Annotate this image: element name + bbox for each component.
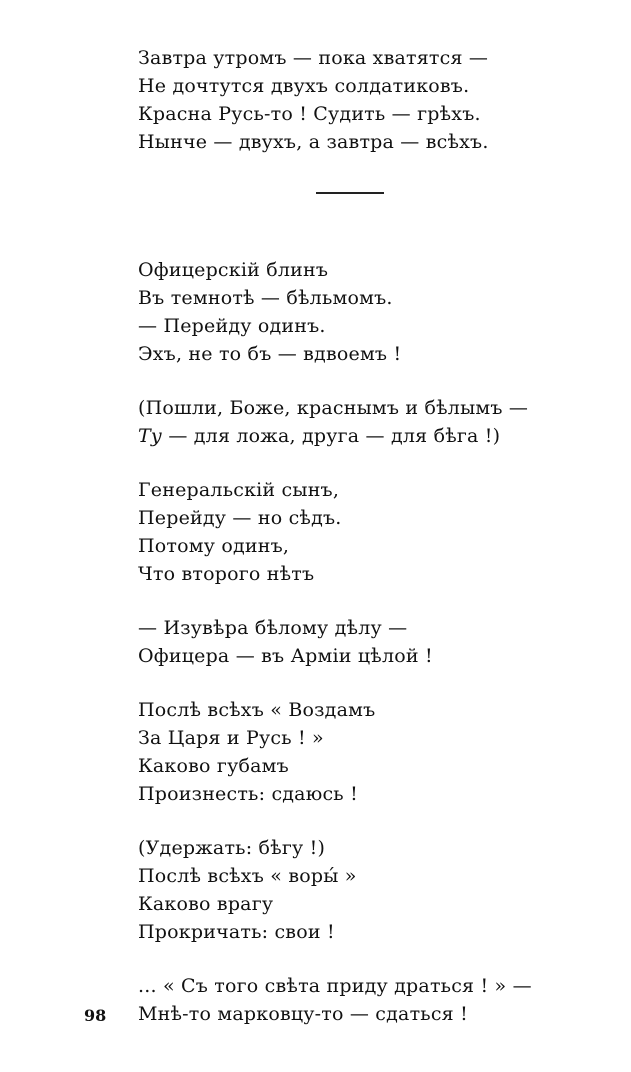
poem-line: Нынче — двухъ, а завтра — всѣхъ. [138,131,489,153]
italic-word: Ту [138,425,163,447]
stanza-7 [138,834,608,946]
poem-line [138,422,608,450]
stanza-6 [138,696,608,808]
poem-line: Завтра утромъ — пока хватятся — [138,47,489,69]
poem-line: Прокричать: свои ! [138,921,335,943]
poem-line: Перейду — но сѣдъ. [138,507,342,529]
page-number: 98 [84,1006,107,1025]
separator-rule [316,192,384,194]
poem-line-rest: — для ложа, друга — для бѣга !) [162,425,501,447]
poem-line: Послѣ всѣхъ « Воздамъ [138,699,376,721]
poem-line: — Изувѣра бѣлому дѣлу — [138,617,408,639]
poem-line: Эхъ, не то бъ — вдвоемъ ! [138,343,402,365]
stanza-1 [138,44,608,156]
poem-line: — Перейду одинъ. [138,315,326,337]
poem-line: Генеральскій сынъ, [138,479,340,501]
poem-line: Потому одинъ, [138,535,290,557]
poem-line: Каково врагу [138,893,274,915]
poem-line: Мнѣ-то марковцу-то — сдаться ! [138,1003,468,1025]
poem-line: Каково губамъ [138,755,289,777]
stanza-2 [138,256,608,368]
section-separator [138,184,608,204]
poem-line: Офицера — въ Арміи цѣлой ! [138,645,433,667]
poem-line: Послѣ всѣхъ « воры́ » [138,865,357,887]
poem-line: ... « Съ того свѣта приду драться ! » — [138,975,532,997]
stanza-8 [138,972,608,1028]
poem-line: (Удержать: бѣгу !) [138,837,326,859]
poem-line: Что второго нѣтъ [138,563,315,585]
poem-line: За Царя и Русь ! » [138,727,324,749]
stanza-5 [138,614,608,670]
poem-line: Красна Русь-то ! Судить — грѣхъ. [138,103,481,125]
poem-text [138,44,608,1028]
poem-line: Въ темнотѣ — бѣльмомъ. [138,287,393,309]
poem-line: (Пошли, Боже, краснымъ и бѣлымъ — [138,397,529,419]
poem-line: Произнесть: сдаюсь ! [138,783,358,805]
poem-line: Не дочтутся двухъ солдатиковъ. [138,75,470,97]
stanza-3 [138,394,608,450]
stanza-4 [138,476,608,588]
poem-line: Офицерскій блинъ [138,259,329,281]
